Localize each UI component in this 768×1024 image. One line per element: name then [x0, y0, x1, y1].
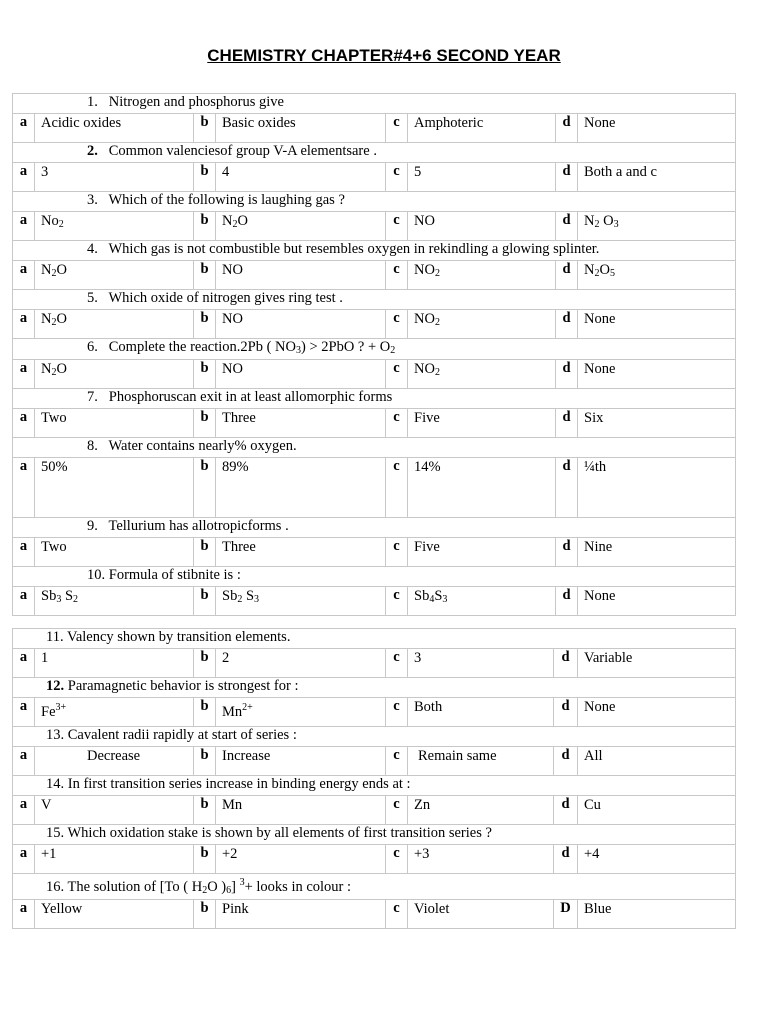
question-5: 5. Which oxide of nitrogen gives ring test . — [13, 290, 736, 310]
options-row — [13, 899, 736, 928]
option-label-b: b — [194, 310, 216, 339]
option-label-b: b — [194, 845, 216, 874]
option-label-b: b — [194, 261, 216, 290]
options-row — [13, 587, 736, 616]
option-label-a: a — [13, 114, 35, 143]
option-label-a: a — [13, 845, 35, 874]
option-d: None — [578, 587, 736, 616]
question-6: 6. Complete the reaction.2Pb ( $NO_3) > 2PbO$ ? + $O_2$ — [13, 339, 736, 360]
options-row — [13, 114, 736, 143]
options-row — [13, 163, 736, 192]
question-11: 11. Valency shown by transition elements. — [13, 629, 736, 649]
option-d: None — [578, 310, 736, 339]
option-b: Three — [216, 538, 386, 567]
option-b: Increase — [216, 747, 386, 776]
option-label-b: b — [194, 114, 216, 143]
option-a: Acidic oxides — [35, 114, 194, 143]
option-a: Two — [35, 409, 194, 438]
question-1: 1. Nitrogen and phosphorus give — [13, 94, 736, 114]
option-c: NO — [408, 212, 556, 241]
option-d: Variable — [578, 649, 736, 678]
option-c: 3 — [408, 649, 554, 678]
options-row — [13, 747, 736, 776]
option-label-a: a — [13, 212, 35, 241]
options-row — [13, 409, 736, 438]
option-label-c: c — [386, 212, 408, 241]
question-16: 16. The solution of [To ( $H_2O$ )$_6$] $^3$+ looks in colour : — [13, 874, 736, 900]
option-a: $N_2O$ — [35, 261, 194, 290]
question-9: 9. Tellurium has allotropicforms . — [13, 518, 736, 538]
option-label-c: c — [386, 587, 408, 616]
option-label-c: c — [386, 796, 408, 825]
option-a: Decrease — [35, 747, 194, 776]
option-b: $Mn^{2+}$ — [216, 698, 386, 727]
option-b: Pink — [216, 899, 386, 928]
option-c: 5 — [408, 163, 556, 192]
question-8: 8. Water contains nearly% oxygen. — [13, 438, 736, 458]
question-15: 15. Which oxidation stake is shown by all elements of first transition series ? — [13, 825, 736, 845]
option-label-d: d — [556, 409, 578, 438]
option-label-c: c — [386, 845, 408, 874]
option-c: Amphoteric — [408, 114, 556, 143]
option-a: $Sb_3$ $S_2$ — [35, 587, 194, 616]
option-a: $Fe^{3+}$ — [35, 698, 194, 727]
question-2: 2. Common valenciesof group V-A elementsare . — [13, 143, 736, 163]
option-d: None — [578, 698, 736, 727]
option-label-b: b — [194, 212, 216, 241]
options-row — [13, 698, 736, 727]
option-d: $N_2O_5$ — [578, 261, 736, 290]
option-c: $NO_2$ — [408, 261, 556, 290]
option-d: Both a and c — [578, 163, 736, 192]
option-label-d: d — [556, 360, 578, 389]
option-label-a: a — [13, 587, 35, 616]
option-label-c: c — [386, 698, 408, 727]
option-c: Five — [408, 409, 556, 438]
option-b: +2 — [216, 845, 386, 874]
option-label-c: c — [386, 538, 408, 567]
option-a: $N_2O$ — [35, 310, 194, 339]
option-label-d: d — [556, 114, 578, 143]
question-13: 13. Cavalent radii rapidly at start of series : — [13, 727, 736, 747]
option-d: $N_2$ $O_3$ — [578, 212, 736, 241]
option-a: Yellow — [35, 899, 194, 928]
option-label-b: b — [194, 163, 216, 192]
option-c: $Sb_4S_3$ — [408, 587, 556, 616]
option-label-d: d — [556, 163, 578, 192]
option-label-b: b — [194, 538, 216, 567]
option-label-d: d — [554, 845, 578, 874]
option-d: All — [578, 747, 736, 776]
page-title: CHEMISTRY CHAPTER#4+6 SECOND YEAR — [207, 46, 561, 65]
option-label-d: d — [556, 310, 578, 339]
option-label-a: a — [13, 458, 35, 518]
option-d: None — [578, 114, 736, 143]
option-label-d: d — [556, 458, 578, 518]
option-label-b: b — [194, 409, 216, 438]
option-b: NO — [216, 310, 386, 339]
option-d: Blue — [578, 899, 736, 928]
option-a: V — [35, 796, 194, 825]
option-label-c: c — [386, 114, 408, 143]
option-c: Remain same — [408, 747, 554, 776]
option-label-c: c — [386, 747, 408, 776]
option-label-a: a — [13, 698, 35, 727]
option-label-a: a — [13, 899, 35, 928]
option-d: Cu — [578, 796, 736, 825]
option-label-b: b — [194, 796, 216, 825]
option-d: ¼th — [578, 458, 736, 518]
option-label-b: b — [194, 698, 216, 727]
option-label-d: d — [554, 698, 578, 727]
option-label-a: a — [13, 409, 35, 438]
option-b: NO — [216, 261, 386, 290]
option-d: Six — [578, 409, 736, 438]
options-row — [13, 360, 736, 389]
options-row — [13, 538, 736, 567]
option-label-a: a — [13, 538, 35, 567]
option-a: Two — [35, 538, 194, 567]
option-label-a: a — [13, 261, 35, 290]
option-label-a: a — [13, 360, 35, 389]
option-c: Violet — [408, 899, 554, 928]
option-label-a: a — [13, 649, 35, 678]
question-12: 12. Paramagnetic behavior is strongest for : — [13, 678, 736, 698]
option-label-d: d — [556, 587, 578, 616]
option-b: $Sb_2$ $S_3$ — [216, 587, 386, 616]
option-label-c: c — [386, 163, 408, 192]
question-table-2 — [12, 628, 736, 929]
option-b: Three — [216, 409, 386, 438]
option-label-a: a — [13, 310, 35, 339]
option-c: Both — [408, 698, 554, 727]
option-a: $No_2$ — [35, 212, 194, 241]
question-table-1 — [12, 93, 736, 616]
option-label-c: c — [386, 458, 408, 518]
option-label-c: c — [386, 310, 408, 339]
option-label-d: d — [556, 538, 578, 567]
option-b: NO — [216, 360, 386, 389]
option-d: None — [578, 360, 736, 389]
option-label-c: c — [386, 261, 408, 290]
option-b: 89% — [216, 458, 386, 518]
option-b: $N_2O$ — [216, 212, 386, 241]
question-10: 10. Formula of stibnite is : — [13, 567, 736, 587]
option-label-d: D — [554, 899, 578, 928]
option-label-a: a — [13, 163, 35, 192]
option-a: $N_2O$ — [35, 360, 194, 389]
options-row — [13, 458, 736, 518]
options-row — [13, 845, 736, 874]
option-label-d: d — [556, 261, 578, 290]
option-b: Mn — [216, 796, 386, 825]
options-row — [13, 310, 736, 339]
option-d: +4 — [578, 845, 736, 874]
option-label-c: c — [386, 649, 408, 678]
option-c: Five — [408, 538, 556, 567]
option-c: $NO_2$ — [408, 360, 556, 389]
option-c: +3 — [408, 845, 554, 874]
option-c: $NO_2$ — [408, 310, 556, 339]
option-label-b: b — [194, 899, 216, 928]
option-label-c: c — [386, 409, 408, 438]
option-d: Nine — [578, 538, 736, 567]
options-row — [13, 261, 736, 290]
option-label-d: d — [554, 649, 578, 678]
option-label-b: b — [194, 360, 216, 389]
option-a: 3 — [35, 163, 194, 192]
option-a: 50% — [35, 458, 194, 518]
option-a: 1 — [35, 649, 194, 678]
option-label-b: b — [194, 747, 216, 776]
option-b: Basic oxides — [216, 114, 386, 143]
option-label-d: d — [554, 747, 578, 776]
option-label-c: c — [386, 899, 408, 928]
option-label-b: b — [194, 458, 216, 518]
options-row — [13, 796, 736, 825]
question-3: 3. Which of the following is laughing gas ? — [13, 192, 736, 212]
question-7: 7. Phosphoruscan exit in at least allomorphic forms — [13, 389, 736, 409]
question-4: 4. Which gas is not combustible but resembles oxygen in rekindling a glowing splinter. — [13, 241, 736, 261]
option-c: 14% — [408, 458, 556, 518]
option-a: +1 — [35, 845, 194, 874]
option-label-a: a — [13, 796, 35, 825]
option-label-d: d — [554, 796, 578, 825]
option-b: 2 — [216, 649, 386, 678]
option-label-b: b — [194, 649, 216, 678]
options-row — [13, 649, 736, 678]
option-label-a: a — [13, 747, 35, 776]
question-14: 14. In first transition series increase in binding energy ends at : — [13, 776, 736, 796]
options-row — [13, 212, 736, 241]
option-label-d: d — [556, 212, 578, 241]
option-label-c: c — [386, 360, 408, 389]
option-label-b: b — [194, 587, 216, 616]
option-b: 4 — [216, 163, 386, 192]
option-c: Zn — [408, 796, 554, 825]
